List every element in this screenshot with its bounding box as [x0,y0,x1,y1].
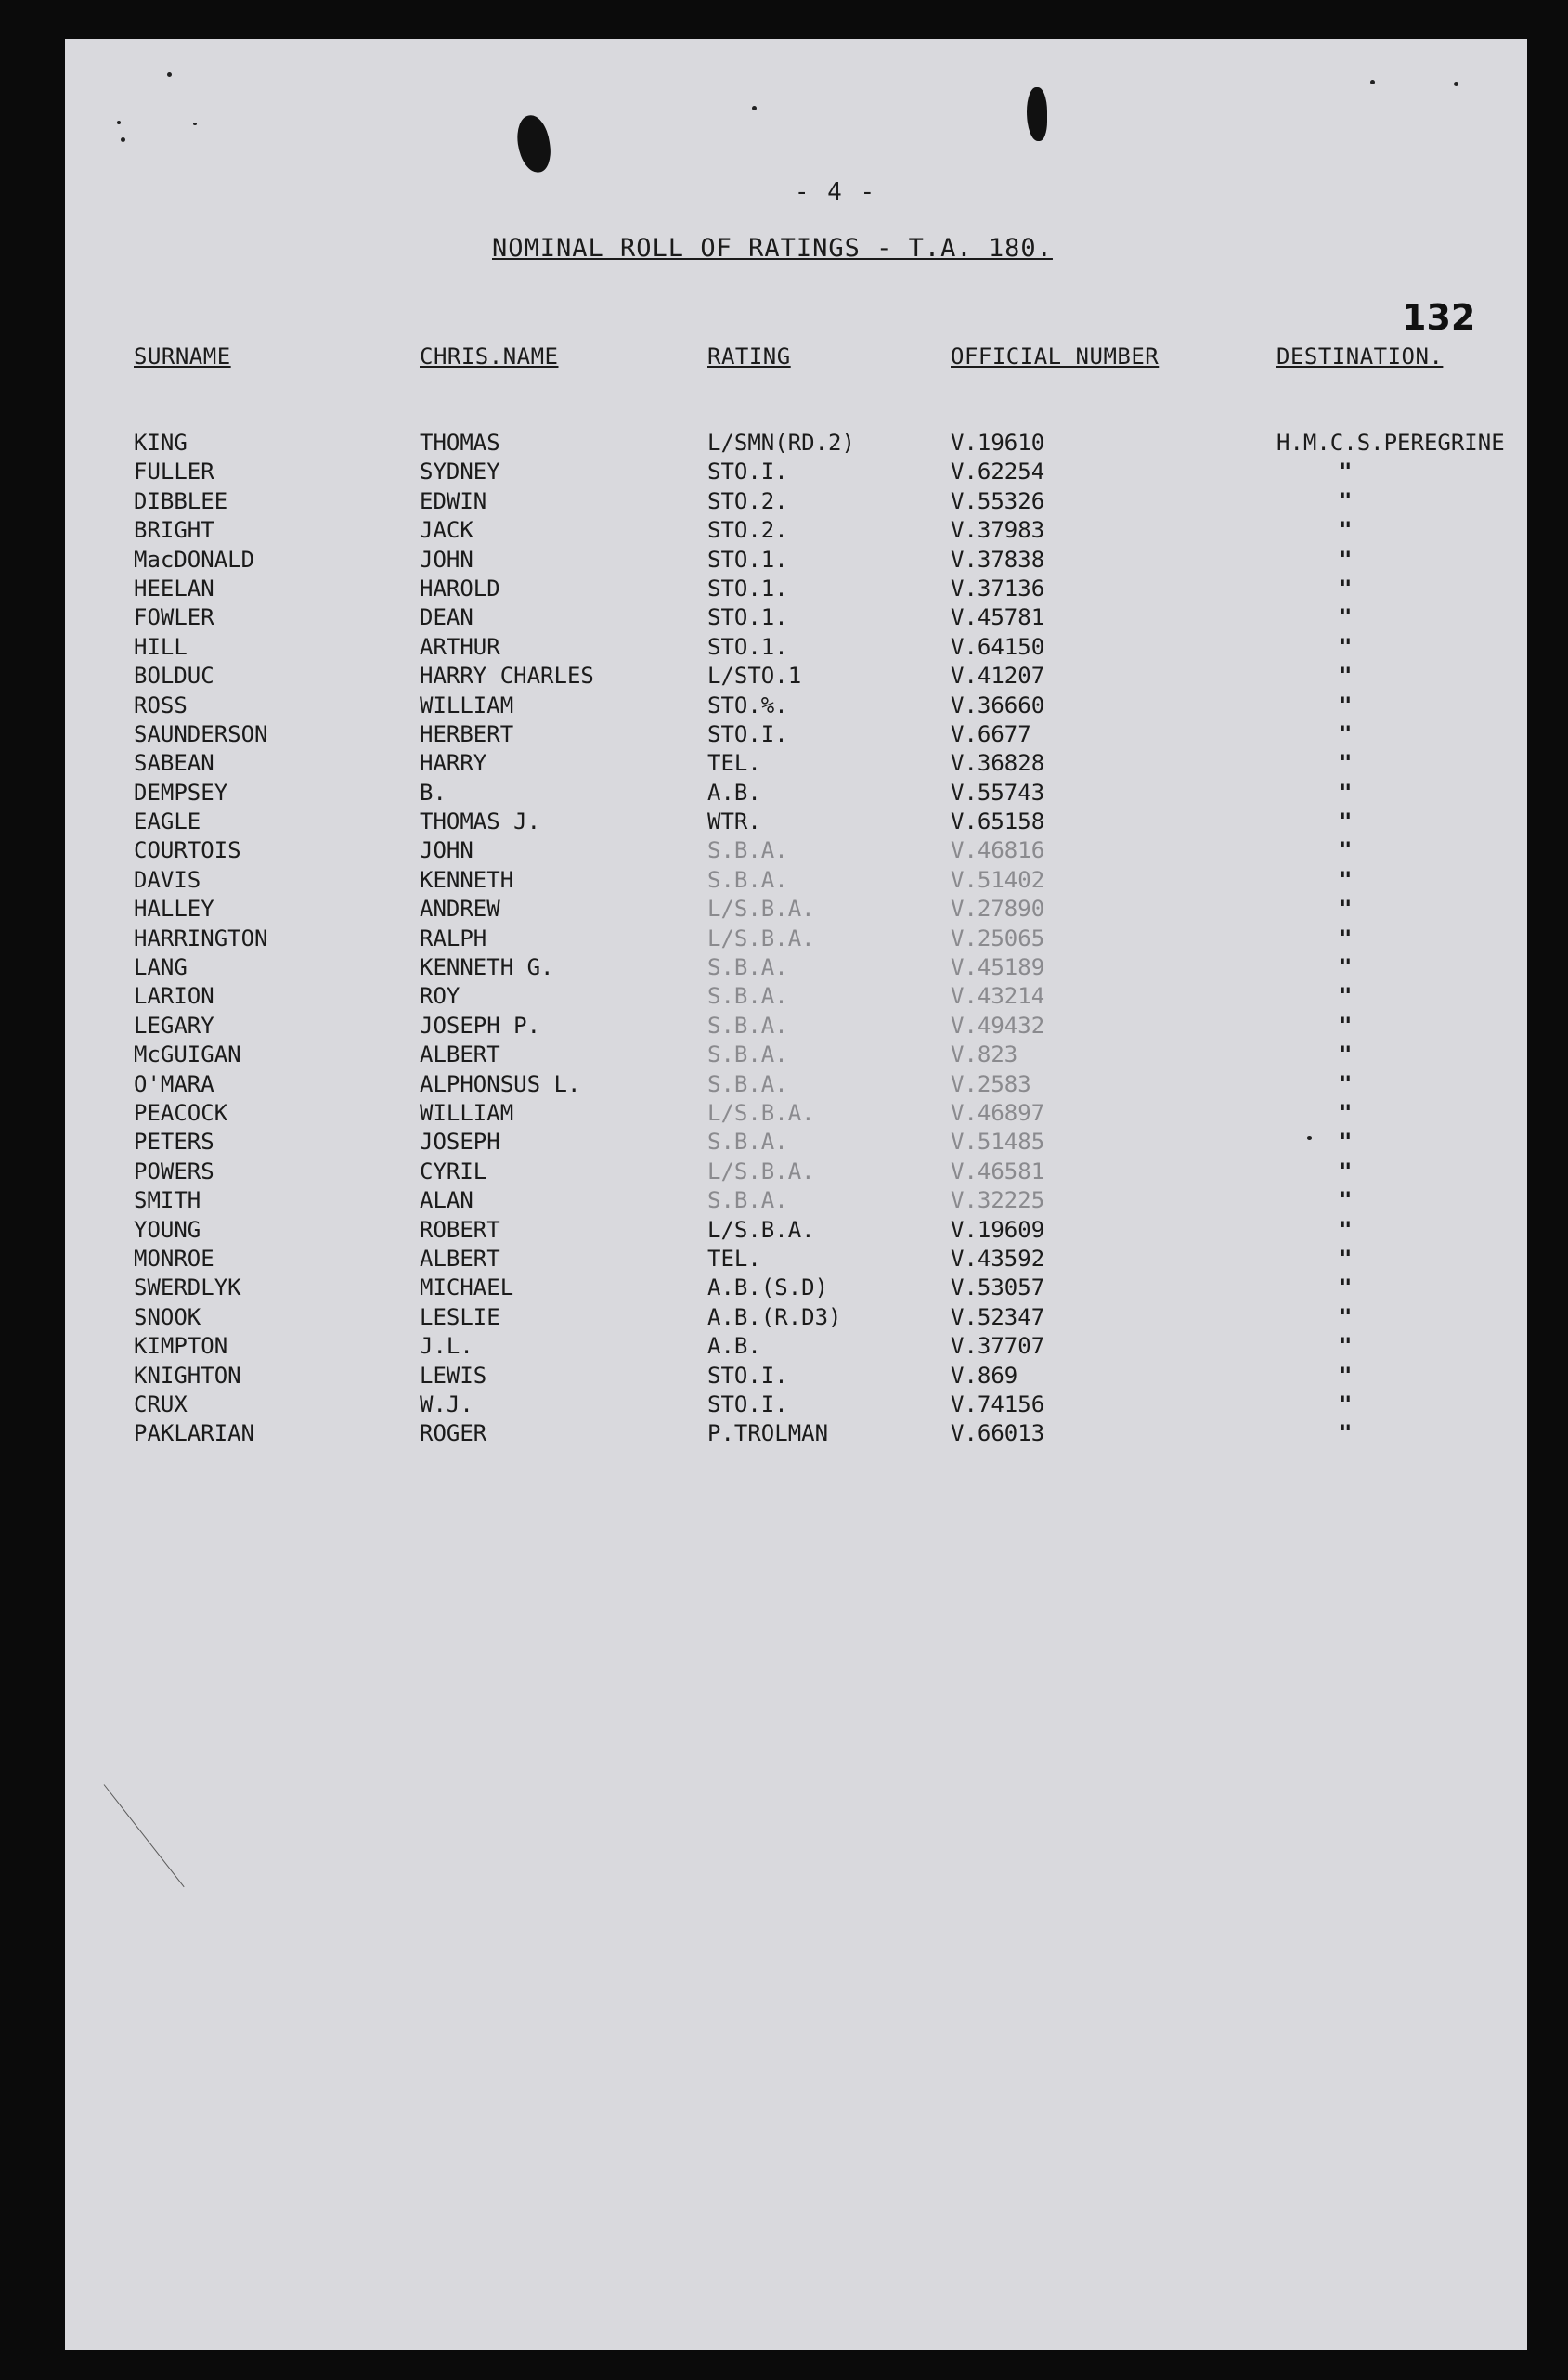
cell-destination: " [1339,954,1353,981]
cell-rating: L/S.B.A. [707,896,815,923]
cell-christian-name: ALBERT [420,1041,500,1068]
cell-official-number: V.823 [951,1041,1018,1068]
cell-rating: A.B.(S.D) [707,1274,829,1301]
cell-official-number: V.36828 [951,750,1045,777]
cell-official-number: V.74156 [951,1390,1045,1417]
cell-official-number: V.19609 [951,1216,1045,1243]
cell-rating: L/S.B.A. [707,1216,815,1243]
cell-christian-name: J.L. [420,1333,473,1360]
cell-official-number: V.51402 [951,866,1045,893]
cell-christian-name: THOMAS [420,430,500,456]
cell-official-number: V.52347 [951,1303,1045,1330]
cell-official-number: V.55743 [951,779,1045,806]
punch-hole-right [1027,87,1047,141]
cell-surname: HEELAN [134,575,214,601]
cell-destination: " [1339,1245,1353,1272]
cell-destination: " [1339,1158,1353,1184]
cell-christian-name: MICHAEL [420,1274,514,1301]
cell-christian-name: ALAN [420,1187,473,1214]
cell-destination: " [1339,983,1353,1010]
table-row [65,1333,1527,1362]
table-row [65,896,1527,925]
cell-surname: PEACOCK [134,1099,228,1126]
cell-rating: WTR. [707,808,761,835]
cell-surname: SWERDLYK [134,1274,241,1301]
cell-official-number: V.27890 [951,896,1045,923]
cell-rating: S.B.A. [707,1129,788,1156]
cell-christian-name: HERBERT [420,720,514,747]
speck [1370,80,1375,84]
cell-destination: " [1339,1012,1353,1039]
table-row [65,1274,1527,1303]
column-header-destination: DESTINATION. [1276,343,1444,369]
cell-surname: POWERS [134,1158,214,1184]
cell-official-number: V.41207 [951,663,1045,690]
cell-surname: FULLER [134,459,214,485]
column-header-surname: SURNAME [134,343,231,369]
table-row [65,1100,1527,1129]
cell-official-number: V.869 [951,1362,1018,1389]
table-row [65,488,1527,517]
cell-official-number: V.32225 [951,1187,1045,1214]
table-row [65,547,1527,576]
cell-christian-name: WILLIAM [420,1099,514,1126]
cell-surname: YOUNG [134,1216,201,1243]
cell-official-number: V.19610 [951,430,1045,456]
cell-rating: S.B.A. [707,866,788,893]
cell-christian-name: KENNETH G. [420,954,554,981]
cell-destination: " [1339,546,1353,573]
table-row [65,1420,1527,1449]
cell-rating: A.B. [707,1333,761,1360]
folio-number: 132 [1402,297,1476,338]
cell-official-number: V.45189 [951,954,1045,981]
cell-rating: L/STO.1 [707,663,802,690]
cell-official-number: V.55326 [951,487,1045,514]
cell-christian-name: ARTHUR [420,633,500,660]
cell-surname: SMITH [134,1187,201,1214]
cell-christian-name: W.J. [420,1390,473,1417]
speck [752,106,757,110]
cell-christian-name: RALPH [420,925,487,951]
cell-destination: " [1339,1187,1353,1214]
cell-destination: " [1339,1333,1353,1360]
cell-official-number: V.2583 [951,1070,1031,1097]
cell-surname: KNIGHTON [134,1362,241,1389]
cell-christian-name: ROY [420,983,460,1010]
cell-christian-name: KENNETH [420,866,514,893]
cell-surname: MacDONALD [134,546,255,573]
column-header-christian-name: CHRIS.NAME [420,343,559,369]
cell-rating: STO.I. [707,1390,788,1417]
cell-destination: " [1339,633,1353,660]
cell-rating: L/SMN(RD.2) [707,430,855,456]
cell-christian-name: ANDREW [420,896,500,923]
table-row [65,604,1527,633]
cell-rating: S.B.A. [707,1070,788,1097]
cell-destination: " [1339,837,1353,864]
cell-rating: P.TROLMAN [707,1420,829,1447]
cell-official-number: V.66013 [951,1420,1045,1447]
cell-destination: " [1339,866,1353,893]
cell-destination: " [1339,808,1353,835]
cell-christian-name: JOHN [420,837,473,864]
table-row [65,1246,1527,1274]
cell-rating: L/S.B.A. [707,1099,815,1126]
cell-surname: KIMPTON [134,1333,228,1360]
cell-official-number: V.37707 [951,1333,1045,1360]
cell-official-number: V.64150 [951,633,1045,660]
table-row [65,1129,1527,1158]
cell-surname: FOWLER [134,604,214,631]
cell-official-number: V.37136 [951,575,1045,601]
cell-surname: BRIGHT [134,517,214,544]
table-row [65,808,1527,837]
cell-official-number: V.53057 [951,1274,1045,1301]
cell-official-number: V.46897 [951,1099,1045,1126]
cell-surname: PAKLARIAN [134,1420,255,1447]
table-row [65,780,1527,808]
cell-surname: HALLEY [134,896,214,923]
table-row [65,459,1527,487]
cell-christian-name: ROGER [420,1420,487,1447]
cell-rating: S.B.A. [707,837,788,864]
document-title: NOMINAL ROLL OF RATINGS - T.A. 180. [492,234,1053,263]
cell-surname: HARRINGTON [134,925,268,951]
speck [121,137,125,142]
cell-rating: STO.1. [707,546,788,573]
cell-destination: " [1339,1099,1353,1126]
cell-surname: SABEAN [134,750,214,777]
cell-official-number: V.6677 [951,720,1031,747]
scan-scratch [104,1784,185,1887]
cell-official-number: V.25065 [951,925,1045,951]
document-page [65,39,1527,2350]
cell-surname: SNOOK [134,1303,201,1330]
table-row [65,634,1527,663]
table-row [65,983,1527,1012]
speck [167,72,172,77]
cell-destination: " [1339,750,1353,777]
cell-rating: TEL. [707,1245,761,1272]
cell-surname: LARION [134,983,214,1010]
cell-rating: STO.I. [707,459,788,485]
cell-surname: PETERS [134,1129,214,1156]
cell-rating: A.B.(R.D3) [707,1303,842,1330]
cell-official-number: V.45781 [951,604,1045,631]
cell-surname: LANG [134,954,188,981]
punch-hole-left [514,113,553,175]
cell-christian-name: ROBERT [420,1216,500,1243]
table-row [65,721,1527,750]
ratings-table [65,430,1527,1450]
table-row [65,1391,1527,1420]
cell-christian-name: DEAN [420,604,473,631]
cell-rating: L/S.B.A. [707,1158,815,1184]
cell-official-number: V.37838 [951,546,1045,573]
cell-christian-name: LEWIS [420,1362,487,1389]
cell-destination: " [1339,517,1353,544]
cell-official-number: V.62254 [951,459,1045,485]
cell-rating: STO.1. [707,575,788,601]
column-header-official-number: OFFICIAL NUMBER [951,343,1160,369]
table-row [65,954,1527,983]
cell-surname: HILL [134,633,188,660]
cell-christian-name: THOMAS J. [420,808,541,835]
cell-official-number: V.49432 [951,1012,1045,1039]
speck [117,121,121,124]
cell-rating: STO.2. [707,487,788,514]
cell-rating: S.B.A. [707,954,788,981]
cell-surname: SAUNDERSON [134,720,268,747]
cell-christian-name: JOSEPH P. [420,1012,541,1039]
cell-christian-name: SYDNEY [420,459,500,485]
cell-rating: A.B. [707,779,761,806]
cell-christian-name: CYRIL [420,1158,487,1184]
cell-destination: " [1339,692,1353,718]
cell-surname: McGUIGAN [134,1041,241,1068]
cell-surname: CRUX [134,1390,188,1417]
cell-destination: " [1339,779,1353,806]
cell-christian-name: WILLIAM [420,692,514,718]
cell-rating: STO.%. [707,692,788,718]
cell-destination: " [1339,1390,1353,1417]
cell-destination: " [1339,1420,1353,1447]
cell-official-number: V.36660 [951,692,1045,718]
cell-rating: STO.1. [707,604,788,631]
cell-destination: " [1339,1274,1353,1301]
cell-destination: " [1339,459,1353,485]
cell-destination: " [1339,1362,1353,1389]
table-row [65,576,1527,604]
cell-rating: STO.I. [707,1362,788,1389]
cell-christian-name: ALBERT [420,1245,500,1272]
table-row [65,1071,1527,1100]
cell-destination: " [1339,575,1353,601]
page-number: - 4 - [794,178,877,206]
cell-christian-name: B. [420,779,447,806]
cell-rating: L/S.B.A. [707,925,815,951]
table-row [65,867,1527,896]
cell-destination: " [1339,487,1353,514]
cell-surname: LEGARY [134,1012,214,1039]
cell-surname: DIBBLEE [134,487,228,514]
table-row [65,663,1527,692]
cell-destination: " [1339,1129,1353,1156]
cell-destination: H.M.C.S.PEREGRINE [1276,430,1505,456]
cell-official-number: V.43214 [951,983,1045,1010]
cell-destination: " [1339,1216,1353,1243]
cell-christian-name: JOHN [420,546,473,573]
cell-rating: S.B.A. [707,1187,788,1214]
cell-rating: STO.I. [707,720,788,747]
table-row [65,925,1527,954]
cell-official-number: V.46581 [951,1158,1045,1184]
cell-christian-name: HAROLD [420,575,500,601]
cell-rating: TEL. [707,750,761,777]
cell-rating: S.B.A. [707,1012,788,1039]
cell-surname: EAGLE [134,808,201,835]
table-row [65,1013,1527,1041]
table-row [65,1041,1527,1070]
speck [1454,82,1458,86]
cell-christian-name: EDWIN [420,487,487,514]
table-row [65,430,1527,459]
table-row [65,1363,1527,1391]
cell-rating: S.B.A. [707,1041,788,1068]
cell-rating: S.B.A. [707,983,788,1010]
cell-destination: " [1339,720,1353,747]
table-row [65,1217,1527,1246]
cell-destination: " [1339,1070,1353,1097]
cell-destination: " [1339,1303,1353,1330]
cell-surname: MONROE [134,1245,214,1272]
table-row [65,1158,1527,1187]
cell-destination: " [1339,1041,1353,1068]
table-row [65,1304,1527,1333]
cell-surname: BOLDUC [134,663,214,690]
cell-christian-name: HARRY CHARLES [420,663,594,690]
cell-surname: COURTOIS [134,837,241,864]
cell-christian-name: JACK [420,517,473,544]
table-row [65,1187,1527,1216]
cell-surname: DEMPSEY [134,779,228,806]
cell-surname: ROSS [134,692,188,718]
cell-official-number: V.51485 [951,1129,1045,1156]
cell-destination: " [1339,604,1353,631]
table-row [65,692,1527,721]
cell-official-number: V.43592 [951,1245,1045,1272]
table-row [65,517,1527,546]
cell-christian-name: HARRY [420,750,487,777]
cell-official-number: V.65158 [951,808,1045,835]
table-row [65,837,1527,866]
cell-destination: " [1339,663,1353,690]
cell-surname: O'MARA [134,1070,214,1097]
column-header-rating: RATING [707,343,791,369]
cell-surname: KING [134,430,188,456]
cell-destination: " [1339,925,1353,951]
speck [193,123,197,125]
cell-christian-name: JOSEPH [420,1129,500,1156]
cell-christian-name: ALPHONSUS L. [420,1070,581,1097]
cell-surname: DAVIS [134,866,201,893]
cell-destination: " [1339,896,1353,923]
cell-rating: STO.2. [707,517,788,544]
cell-rating: STO.1. [707,633,788,660]
cell-official-number: V.46816 [951,837,1045,864]
table-row [65,750,1527,779]
cell-christian-name: LESLIE [420,1303,500,1330]
cell-official-number: V.37983 [951,517,1045,544]
